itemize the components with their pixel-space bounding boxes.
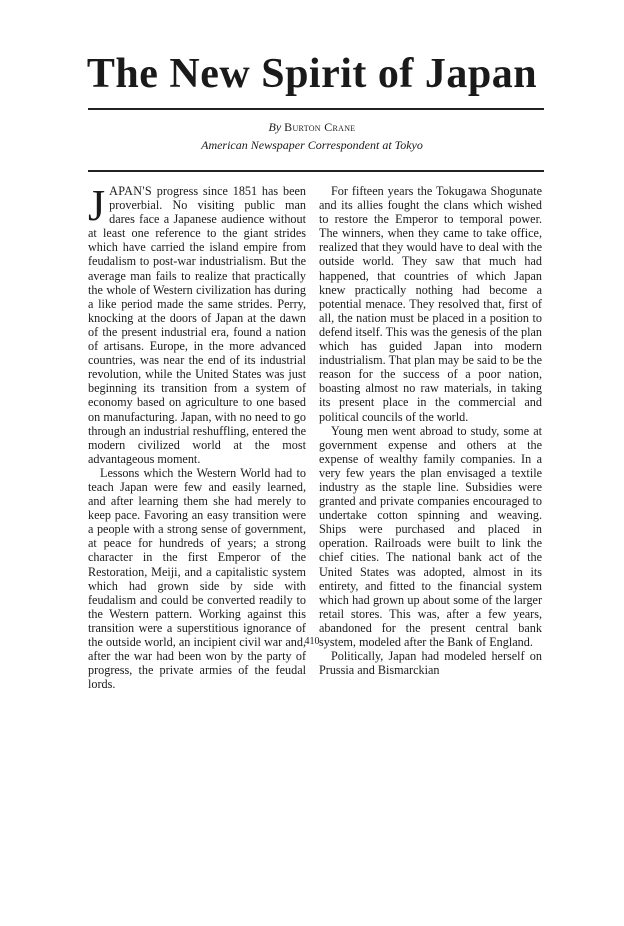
byline — [0, 119, 624, 135]
author-affiliation: American Newspaper Correspondent at Tokyo — [201, 138, 423, 152]
byline-prefix: By — [268, 120, 282, 134]
left-column — [88, 181, 306, 692]
body-paragraph: For fifteen years the Tokugawa Shogunate and its allies fought the clans which wished to restore the Emperor to temporal power. The winners, when they came to take office, realized that they would have to deal with the outside world. They saw that much had happened, that countries of which Japan knew practically nothing had become a potential menace. They resolved that, first of all, the nation must be placed in a position to defend itself. This was the genesis of the plan which has guided Japan into modern industrialism. That plan may be said to be the reason for the success of a poor nation, boasting almost no raw materials, in taking its present place in the commercial and political councils of the world. — [319, 184, 542, 424]
right-column — [319, 184, 542, 677]
body-paragraph: Young men went abroad to study, some at government expense and others at the expense of wealthy family companies. In a very few years the plan envisaged a textile industry as the staple line. Subsidies were granted and private companies encouraged to undertake cotton spinning and weaving. Ships were purchased and placed in operation. Railroads were built to link the chief cities. The national bank act of the United States was adopted, almost in its entirety, and fitted to the financial system which had grown up about some of the larger retail stores. This was, after a few years, abandoned for the present central bank system, modeled after the Bank of England. — [319, 423, 542, 649]
body-paragraph: Politically, Japan had modeled herself on Prussia and Bismarckian — [319, 649, 542, 678]
article-title: The New Spirit of Japan — [86, 51, 538, 97]
header-rule-top — [88, 108, 544, 110]
paragraph-text: progress since 1851 has been proverbial. No visiting public man dares face a Japanese audience without at least one reference to the giant strides which have carried the island empire from feudalism to post-war industrialism. But the average man fails to realize that practically the whole of Western civilization has during a like period made the same strides. Perry, knocking at the doors of Japan at the dawn of the present industrial era, found a nation of artisans. Europe, in the more advanced countries, was near the end of its industrial revolution, while the United States was just beginning its transition from a system of economy based on agriculture to one based on manufacturing. Japan, with no need to go through an industrial reshuffling, entered the modern civilized world at the most advantageous moment. — [88, 184, 306, 466]
drop-cap: J — [88, 181, 106, 230]
body-paragraph — [88, 181, 306, 466]
author-name: Burton Crane — [284, 120, 356, 134]
header-rule-bottom — [88, 170, 544, 172]
body-paragraph: Lessons which the Western World had to teach Japan were few and easily learned, and after learning them she had merely to keep pace. Favoring an easy transition were a people with a strong sense of government, at peace for hundreds of years; a strong character in the first Emperor of the Restoration, Meiji, and a capitalistic system which had grown side by side with feudalism and could be converted readily to the Western pattern. Working against this transition were a superstitious ignorance of the outside world, an incipient civil war and, after the war had been won by the party of progress, the private armies of the feudal lords. — [88, 465, 306, 692]
opening-word: APAN'S — [109, 184, 152, 198]
page-number: 410 — [304, 636, 320, 647]
